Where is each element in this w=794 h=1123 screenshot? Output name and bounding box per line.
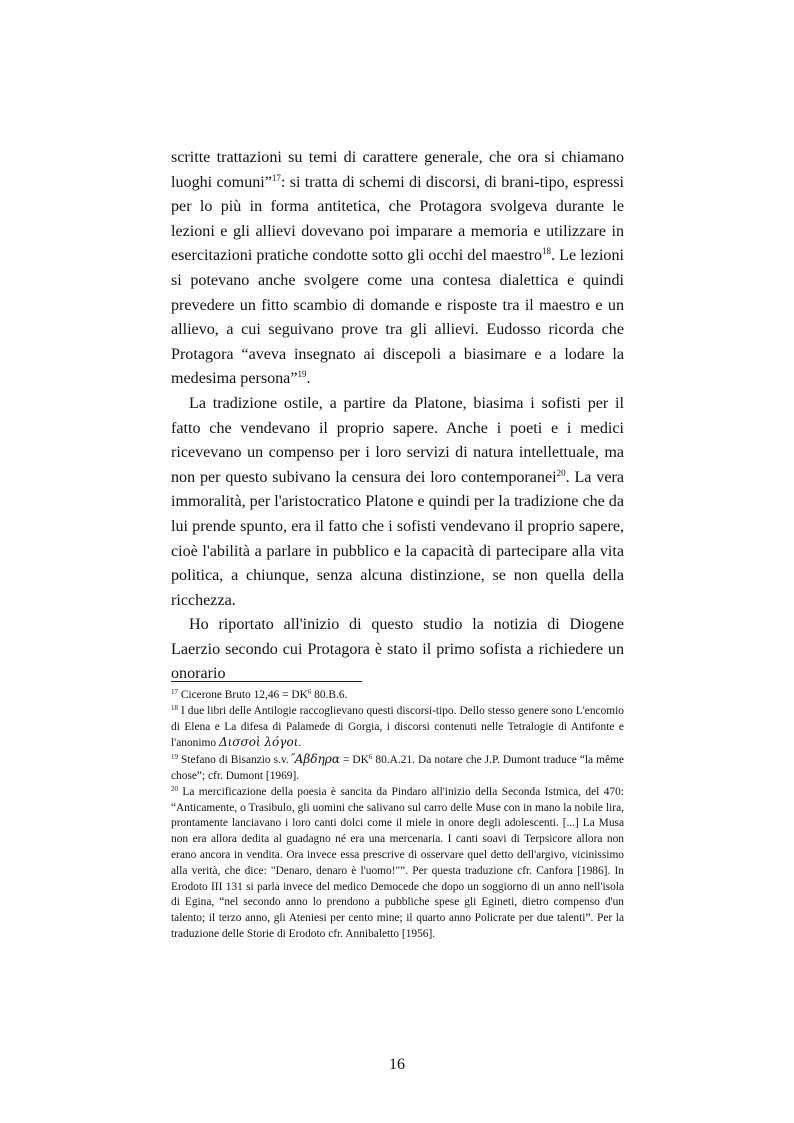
text-run: La mercificazione della poesia è sancita da Pindaro all'inizio della Seconda Istmica, del 470: “Anticamente, o Trasibulo, gli uomini che salivano sul carro delle Muse con in mano la nobile lira, prontamente lanciavano i loro canti dolci come il miele in onore degli adolescenti. [...] La Musa non era allora dedita al guadagno né era una mercenaria. I canti soavi di Terpsicore allora non erano ancora in vendita. Ora invece essa prescrive di osservare quel detto dell'argivo, vicinissimo alla verità, che dice: "Denaro, denaro è l'uomo!"”. Per questa traduzione cfr. Canfora [1986]. In Erodoto III 131 si parla invece del medico Democede che dopo un soggiorno di un anno nell'isola di Egina, “nel secondo anno lo prendono a pubbliche spese gli Egineti, dietro compenso d'un talento; il terzo anno, gli Ateniesi per cento mine; il quarto anno Policrate per due talenti”. Per la traduzione delle Storie di Erodoto cfr. Annibaletto [1956].: [171, 785, 624, 940]
footnote-marker: 19: [297, 369, 307, 380]
text-run: Cicerone Bruto 12,46 = DK: [178, 689, 308, 701]
footnote-18: [171, 704, 624, 752]
footnote-separator: [171, 681, 362, 682]
text-run: I due libri delle Antilogie raccoglievano questi discorsi-tipo. Dello stesso genere sono L'encomio di Elena e La difesa di Palamede di Gorgia, i discorsi contenuti nelle Tetralogie di Antifonte e l'anonimo: [171, 704, 624, 750]
main-text: [171, 146, 624, 687]
greek-text: ˝Αβδηρα: [288, 752, 340, 767]
text-run: scritte trattazioni su temi di carattere generale, che ora si chiamano luoghi comuni”: [171, 149, 624, 191]
footnote-17: [171, 688, 624, 704]
footnote-marker: 17: [271, 172, 281, 183]
text-run: .: [298, 737, 302, 750]
footnotes: [171, 688, 624, 943]
text-run: 80.B.6.: [311, 689, 348, 701]
text-run: La tradizione ostile, a partire da Platone, biasima i sofisti per il fatto che vendevano il proprio sapere. Anche i poeti e i medici ricevevano un compenso per i loro servizi di natura intellettuale, ma non per questo subivano la censura dei loro contemporanei: [171, 394, 624, 486]
body-paragraph-2: [171, 392, 624, 613]
text-run: 80.A.21. Da notare che J.P. Dumont traduce “la même chose”; cfr. Dumont [1969].: [171, 754, 624, 782]
footnote-marker: 20: [556, 467, 566, 478]
footnote-marker: 6: [368, 753, 373, 762]
footnote-20: [171, 785, 624, 943]
body-paragraph-1: [171, 146, 624, 392]
page-number: 16: [389, 1056, 405, 1073]
text-run: .: [306, 370, 311, 388]
footnote-marker: 19: [171, 753, 178, 762]
text-run: . Le lezioni si potevano anche svolgere come una contesa dialettica e quindi prevedere un fitto scambio di domande e risposte tra il maestro e un allievo, a cui seguivano prove tra gli allievi. Eudosso ricorda che Protagora “aveva insegnato ai discepoli a biasimare e a lodare la medesima persona”: [171, 247, 624, 388]
text-run: Stefano di Bisanzio s.v.: [178, 754, 289, 767]
footnote-marker: 18: [542, 246, 551, 257]
text-run: : si tratta di schemi di discorsi, di brani-tipo, espressi per lo più in forma antitetica, che Protagora svolgeva durante le lezioni e gli allievi dovevano poi imparare a memoria e utilizzare in esercitazioni pratiche condotte sotto gli occhi del maestro: [171, 173, 624, 265]
footnote-marker: 17: [171, 688, 178, 696]
text-run: = DK: [339, 754, 369, 767]
footnote-marker: 6: [307, 688, 312, 696]
footnote-19: [171, 752, 624, 785]
greek-text: Δισσοὶ λόγοι: [218, 735, 299, 750]
text-run: Ho riportato all'inizio di questo studio la notizia di Diogene Laerzio secondo cui Protagora è stato il primo sofista a richiedere un onorario: [171, 616, 624, 683]
body-paragraph-3: [171, 613, 624, 687]
text-run: . La vera immoralità, per l'aristocratico Platone e quindi per la tradizione che da lui prende spunto, era il fatto che i sofisti vendevano il proprio sapere, cioè l'abilità a parlare in pubblico e la capacità di partecipare alla vita politica, a chiunque, senza alcuna distinzione, se non quella della ricchezza.: [171, 468, 624, 609]
footnote-marker: 18: [171, 703, 178, 712]
footnote-marker: 20: [171, 784, 178, 793]
